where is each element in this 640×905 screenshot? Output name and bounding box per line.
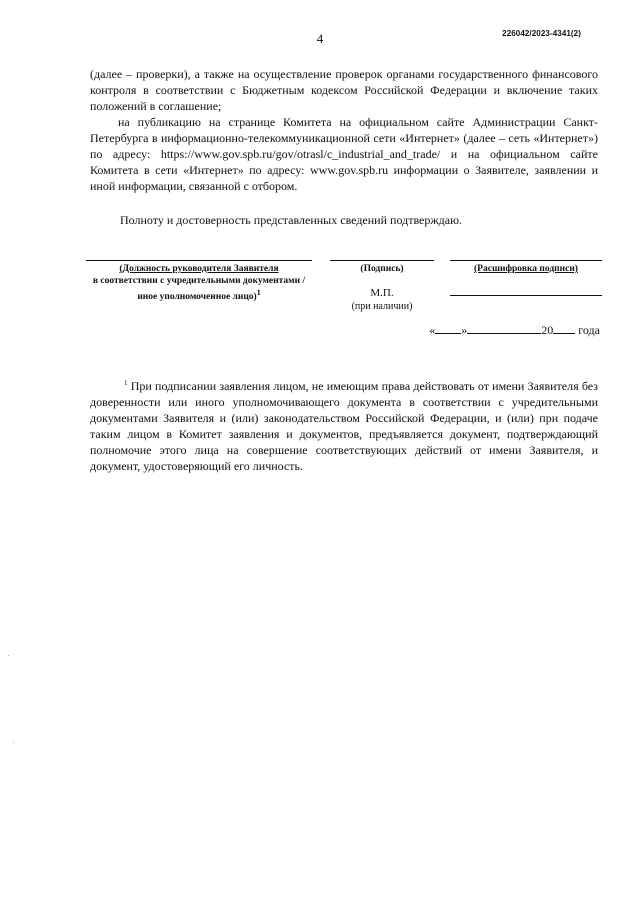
page-number: 4: [316, 31, 324, 46]
date-open-quote: «: [429, 323, 436, 337]
date-field: [429, 321, 600, 338]
seal-label: М.П.: [370, 287, 394, 299]
decoding-caption: (Расшифровка подписи): [474, 264, 578, 274]
seal-note: (при наличии): [351, 301, 413, 312]
decoding-line: [450, 260, 602, 261]
year-word: года: [578, 323, 600, 337]
scan-speck: [8, 655, 9, 656]
day-blank: [435, 321, 461, 334]
signature-line: [330, 260, 434, 261]
month-blank: [467, 321, 541, 334]
position-caption-detail: в соответствии с учредительными документами / иное уполномоченное лицо): [92, 275, 306, 303]
position-caption-title: (Должность руководителя Заявителя: [119, 264, 279, 274]
footnote-reference-mark: 1: [256, 288, 261, 297]
signature-caption: (Подпись): [360, 264, 404, 274]
confirmation-statement: Полноту и достоверность представленных сведений подтверждаю.: [120, 213, 463, 227]
decoding-second-line: [450, 295, 602, 296]
date-close-quote: »: [461, 323, 468, 337]
footnote: [90, 378, 598, 474]
position-signature-line: [86, 260, 312, 261]
year-prefix: 20: [541, 323, 554, 337]
footnote-text: При подписании заявления лицом, не имеющим права действовать от имени Заявителя без доверенности или иного уполномочивающего документа в соответствии с учредительными документами Заявителя и (или) законодательством Российской Федерации, и (или) при подаче таким лицом в Комитет заявления и документов, предъявляется документ, подтверждающий полномочие этого лица на совершение соответствующих действий от имени Заявителя, и документ, удостоверяющий его личность.: [90, 379, 598, 473]
footnote-mark: 1: [124, 379, 128, 387]
paragraph-continuation: (далее – проверки), а также на осуществление проверок органами государственного финансового контроля в соответствии с Бюджетным кодексом Российской Федерации и включение таких положений в соглашение;: [90, 67, 598, 113]
scan-speck: [13, 742, 14, 743]
paragraph-publication-consent: на публикацию на странице Комитета на официальном сайте Администрации Санкт-Петербурга в информационно-телекоммуникационной сети «Интернет» (далее – сеть «Интернет») по адресу: https://www.gov.spb.ru/gov/otrasl/c_industrial_and_trade/ и на официальном сайте Комитета в сети «Интернет» по адресу: www.gov.spb.ru информации о Заявителе, заявлении и иной информации, связанной с отбором.: [90, 115, 598, 193]
document-number: 226042/2023-4341(2): [502, 29, 581, 38]
position-caption: [86, 264, 312, 304]
year-blank: [553, 321, 575, 334]
seal-placeholder: [330, 287, 434, 313]
